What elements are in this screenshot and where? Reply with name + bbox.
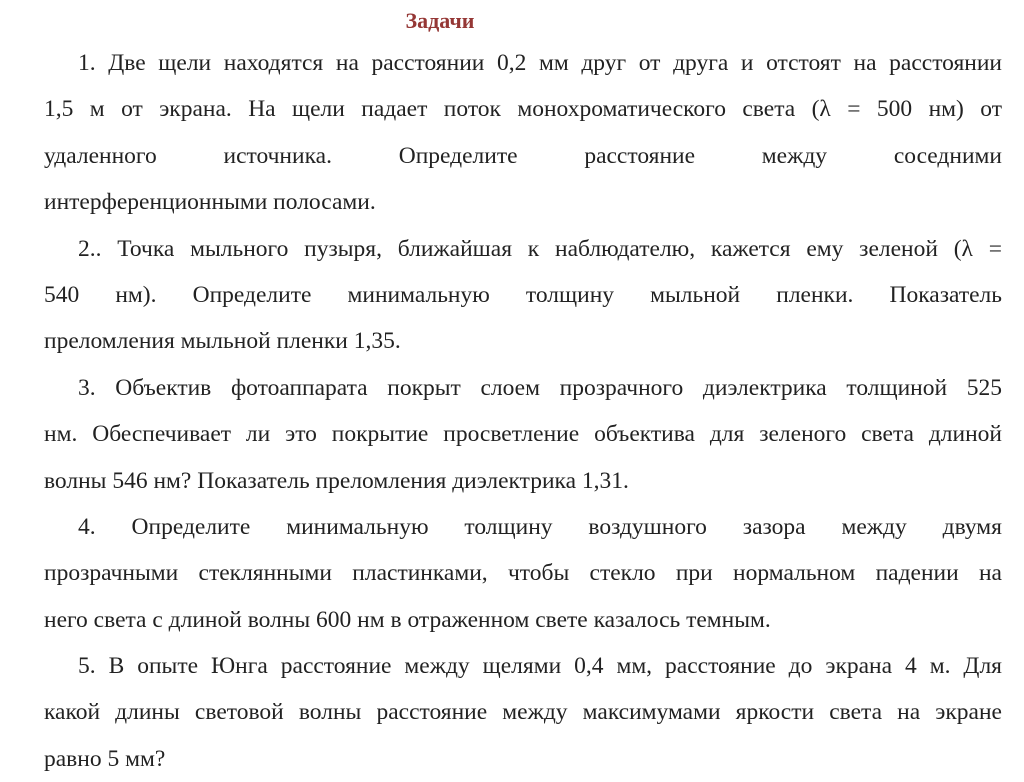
page-title: Задачи	[405, 8, 475, 33]
problem-2	[44, 226, 1002, 365]
problem-5	[44, 643, 1002, 782]
problem-text-line: 1,5 м от экрана. На щели падает поток монохроматического света (λ = 500 нм) от	[44, 96, 1002, 123]
problem-text-line: 4. Определите минимальную толщину воздушного зазора между двумя	[78, 513, 1002, 540]
problem-text-line: 540 нм). Определите минимальную толщину мыльной пленки. Показатель	[44, 281, 1002, 308]
problem-3	[44, 365, 1002, 504]
problem-1	[44, 40, 1002, 226]
problem-text-line: 5. В опыте Юнга расстояние между щелями 0,4 мм, расстояние до экрана 4 м. Для	[78, 653, 1002, 680]
problem-text-line: прозрачными стеклянными пластинками, чтобы стекло при нормальном падении на	[44, 560, 1002, 587]
problem-text-line: равно 5 мм?	[44, 745, 166, 772]
problem-text-line: интерференционными полосами.	[44, 189, 376, 216]
problem-text-line: 1. Две щели находятся на расстоянии 0,2 мм друг от друга и отстоят на расстоянии	[78, 50, 1002, 76]
problem-list	[44, 40, 1002, 782]
problem-text-line: 2.. Точка мыльного пузыря, ближайшая к наблюдателю, кажется ему зеленой (λ =	[78, 235, 1002, 262]
problem-text-line: волны 546 нм? Показатель преломления диэлектрика 1,31.	[44, 467, 629, 494]
problem-text-line: преломления мыльной пленки 1,35.	[44, 328, 401, 355]
problem-4	[44, 504, 1002, 643]
problem-text-line: удаленного источника. Определите расстояние между соседними	[44, 142, 1002, 169]
problem-text-line: него света с длиной волны 600 нм в отраженном свете казалось темным.	[44, 606, 771, 633]
problem-text-line: 3. Объектив фотоаппарата покрыт слоем прозрачного диэлектрика толщиной 525	[78, 374, 1002, 401]
problem-text-line: какой длины световой волны расстояние между максимумами яркости света на экране	[44, 699, 1002, 726]
problem-text-line: нм. Обеспечивает ли это покрытие просветление объектива для зеленого света длиной	[44, 421, 1002, 448]
